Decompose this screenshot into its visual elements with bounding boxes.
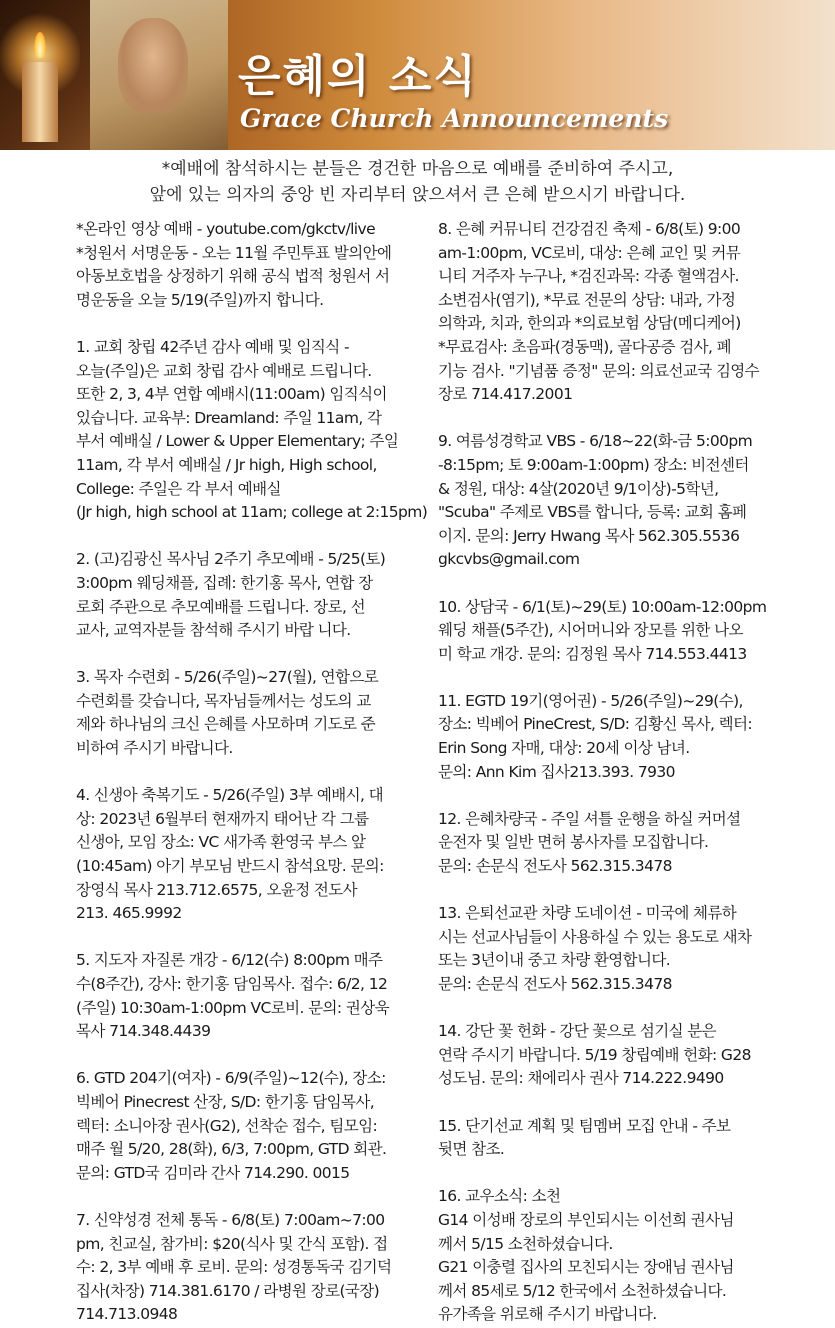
announcement-line: 매주 월 5/20, 28(화), 6/3, 7:00pm, GTD 회관. (76, 1140, 387, 1159)
announcement-line: G14 이성배 장로의 부인되시는 이선희 권사님 (438, 1210, 734, 1229)
announcement-line: 기능 검사. "기념품 증정" 문의: 의료선교국 김영수 (438, 361, 760, 380)
announcement-line: 로회 주관으로 추모예배를 드립니다. 장로, 선 (76, 597, 366, 616)
announcement-line: 1. 교회 창립 42주년 감사 예배 및 임직식 - (76, 337, 349, 356)
announcements-right-column (438, 218, 790, 1327)
announcement-line: 목사 714.348.4439 (76, 1022, 211, 1041)
announcement-line: 아동보호법을 상정하기 위해 공식 법적 청원서 서 (76, 267, 390, 286)
announcement-line: 부서 예배실 / Lower & Upper Elementary; 주일 (76, 432, 399, 451)
announcement-line: 9. 여름성경학교 VBS - 6/18~22(화-금 5:00pm (438, 432, 753, 451)
praying-hands-illustration (118, 18, 188, 114)
announcement-line: "Scuba" 주제로 VBS를 합니다, 등록: 교회 홈페 (438, 503, 747, 522)
announcement-line: 14. 강단 꽃 헌화 - 강단 꽃으로 섬기실 분은 (438, 1022, 717, 1041)
notice-line: 앞에 있는 의자의 중앙 빈 자리부터 앉으셔서 큰 은혜 받으시기 바랍니다. (149, 185, 686, 205)
announcement-line: 또한 2, 3, 4부 연합 예배시(11:00am) 임직식이 (76, 385, 387, 404)
announcement-line: *무료검사: 초음파(경동맥), 골다공증 검사, 폐 (438, 337, 731, 356)
announcement-line: 상: 2023년 6월부터 현재까지 태어난 각 그룹 (76, 809, 369, 828)
announcement-line: Erin Song 자매, 대상: 20세 이상 남녀. (438, 739, 690, 758)
announcement-item (438, 218, 790, 407)
announcement-line: 의학과, 치과, 한의과 *의료보험 상담(메디케어) (438, 314, 741, 333)
announcement-line: 8. 은혜 커뮤니티 건강검진 축제 - 6/8(토) 9:00 (438, 220, 741, 238)
announcement-line: gkcvbs@gmail.com (438, 550, 580, 569)
announcement-item (438, 1020, 790, 1091)
announcement-item (76, 1209, 430, 1327)
announcement-line: 15. 단기선교 계획 및 팀멤버 모집 안내 - 주보 (438, 1116, 731, 1135)
announcement-item (438, 596, 790, 667)
announcement-line: 뒷면 참조. (438, 1140, 505, 1159)
announcement-line: 미 학교 개강. 문의: 김정원 목사 714.553.4413 (438, 644, 747, 663)
announcement-line: pm, 친교실, 참가비: $20(식사 및 간식 포함). 접 (76, 1234, 388, 1253)
announcement-line: 또는 3년이내 중고 차량 환영합니다. (438, 951, 671, 970)
announcement-line: G21 이충렬 집사의 모친되시는 장애님 권사님 (438, 1258, 734, 1277)
announcement-item (76, 784, 430, 926)
announcement-line: 12. 은혜차량국 - 주일 셔틀 운행을 하실 커머셜 (438, 809, 741, 828)
announcement-line: 오늘(주일)은 교회 창립 감사 예배로 드립니다. (76, 361, 372, 380)
announcement-item (76, 218, 430, 312)
announcement-line: 문의: Ann Kim 집사213.393. 7930 (438, 762, 675, 781)
announcement-line: 5. 지도자 자질론 개강 - 6/12(수) 8:00pm 매주 (76, 951, 383, 970)
announcement-line: 문의: 손문식 전도사 562.315.3478 (438, 857, 672, 876)
announcement-line: 213. 465.9992 (76, 904, 182, 923)
announcement-line: 운전자 및 일반 면허 봉사자를 모집합니다. (438, 833, 709, 852)
announcement-line: 렉터: 소니아장 권사(G2), 선착순 접수, 팀모임: (76, 1116, 378, 1135)
announcement-line: 문의: GTD국 김미라 간사 714.290. 0015 (76, 1163, 350, 1182)
announcement-line: 신생아, 모임 장소: VC 새가족 환영국 부스 앞 (76, 833, 366, 852)
announcement-item (438, 1185, 790, 1327)
announcement-line: 장소: 빅베어 PineCrest, S/D: 김황신 목사, 렉터: (438, 715, 752, 734)
announcement-line: 께서 85세로 5/12 한국에서 소천하셨습니다. (438, 1281, 727, 1300)
announcement-item (438, 1115, 790, 1162)
announcement-item (76, 548, 430, 642)
announcement-line: 집사(차장) 714.381.6170 / 라병원 장로(국장) (76, 1281, 380, 1300)
announcement-line: 수련회를 갖습니다, 목자님들께서는 성도의 교 (76, 691, 371, 710)
announcement-line: 16. 교우소식: 소천 (438, 1187, 561, 1206)
announcement-line: 교사, 교역자분들 참석해 주시기 바랍 니다. (76, 621, 351, 640)
announcement-line: 소변검사(염기), *무료 전문의 상담: 내과, 가정 (438, 290, 736, 309)
announcement-line: 3. 목자 수련회 - 5/26(주일)~27(월), 연합으로 (76, 668, 379, 687)
announcements-left-column (76, 218, 430, 1327)
announcement-line: 시는 선교사님들이 사용하실 수 있는 용도로 새차 (438, 927, 752, 946)
announcement-line: *청원서 서명운동 - 오는 11월 주민투표 발의안에 (76, 243, 392, 262)
announcement-line: -8:15pm; 토 9:00am-1:00pm) 장소: 비전센터 (438, 455, 749, 474)
announcement-line: 이지. 문의: Jerry Hwang 목사 562.305.5536 (438, 526, 740, 545)
announcement-line: am-1:00pm, VC로비, 대상: 은혜 교인 및 커뮤 (438, 243, 741, 262)
notice-line: *예배에 참석하시는 분들은 경건한 마음으로 예배를 준비하여 주시고, (161, 159, 674, 179)
announcement-line: 유가족을 위로해 주시기 바랍니다. (438, 1305, 657, 1324)
announcement-line: 문의: 손문식 전도사 562.315.3478 (438, 975, 672, 993)
announcement-line: 수(8주간), 강사: 한기홍 담임목사. 접수: 6/2, 12 (76, 975, 388, 993)
announcement-item (76, 336, 430, 525)
announcement-line: (10:45am) 아기 부모님 반드시 참석요망. 문의: (76, 857, 384, 876)
announcement-line: 10. 상담국 - 6/1(토)~29(토) 10:00am-12:00pm (438, 597, 767, 616)
announcement-line: 있습니다. 교육부: Dreamland: 주일 11am, 각 (76, 408, 382, 427)
header-banner (0, 0, 835, 150)
announcement-item (438, 430, 790, 572)
announcement-item (76, 949, 430, 1043)
announcement-line: 11am, 각 부서 예배실 / Jr high, High school, (76, 455, 377, 474)
announcement-line: 명운동을 오늘 5/19(주일)까지 합니다. (76, 290, 324, 309)
announcement-line: 13. 은퇴선교관 차량 도네이션 - 미국에 체류하 (438, 904, 737, 923)
announcement-line: (Jr high, high school at 11am; college at 2:15pm) (76, 503, 428, 522)
announcement-line: 웨딩 채플(5주간), 시어머니와 장모를 위한 나오 (438, 621, 743, 640)
candle-prayer-photo (0, 0, 228, 150)
announcement-line: & 정원, 대상: 4살(2020년 9/1이상)-5학년, (438, 479, 719, 498)
announcement-line: 장영식 목사 213.712.6575, 오윤정 전도사 (76, 880, 358, 899)
announcement-line: 비하여 주시기 바랍니다. (76, 739, 233, 758)
announcement-item (438, 690, 790, 784)
announcement-line: 제와 하나님의 크신 은혜를 사모하며 기도로 준 (76, 715, 376, 734)
announcement-item (438, 808, 790, 879)
announcement-line: 4. 신생아 축복기도 - 5/26(주일) 3부 예배시, 대 (76, 786, 383, 805)
page-title: 은혜의 소식 (238, 51, 478, 102)
announcement-line: 장로 714.417.2001 (438, 385, 573, 404)
announcement-line: 11. EGTD 19기(영어권) - 5/26(주일)~29(수), (438, 691, 743, 710)
announcement-line: 수: 2, 3부 예배 후 로비. 문의: 성경통독국 김기덕 (76, 1258, 392, 1277)
announcement-line: *온라인 영상 예배 - youtube.com/gkctv/live (76, 220, 376, 238)
page-subtitle: Grace Church Announcements (240, 104, 669, 133)
announcement-item (76, 666, 430, 760)
announcement-line: 2. (고)김광신 목사님 2주기 추모예배 - 5/25(토) (76, 550, 386, 569)
announcement-line: 연락 주시기 바랍니다. 5/19 창립예배 헌화: G28 (438, 1045, 751, 1064)
announcement-line: 6. GTD 204기(여자) - 6/9(주일)~12(수), 장소: (76, 1069, 386, 1088)
announcement-line: 714.713.0948 (76, 1305, 178, 1324)
announcement-line: 7. 신약성경 전체 통독 - 6/8(토) 7:00am~7:00 (76, 1210, 385, 1229)
announcement-item (438, 902, 790, 996)
announcement-line: 니티 거주자 누구나, *검진과목: 각종 혈액검사. (438, 267, 739, 286)
announcement-line: (주일) 10:30am-1:00pm VC로비. 문의: 권상욱 (76, 998, 389, 1017)
announcement-line: 성도님. 문의: 채에리사 권사 714.222.9490 (438, 1069, 724, 1088)
candle-icon (22, 62, 58, 142)
announcement-line: College: 주일은 각 부서 예배실 (76, 479, 281, 498)
worship-notice (0, 156, 835, 208)
announcement-line: 3:00pm 웨딩채플, 집례: 한기홍 목사, 연합 장 (76, 573, 373, 592)
announcement-line: 빅베어 Pinecrest 산장, S/D: 한기홍 담임목사, (76, 1092, 375, 1111)
announcement-item (76, 1067, 430, 1185)
announcement-line: 께서 5/15 소천하셨습니다. (438, 1234, 613, 1253)
